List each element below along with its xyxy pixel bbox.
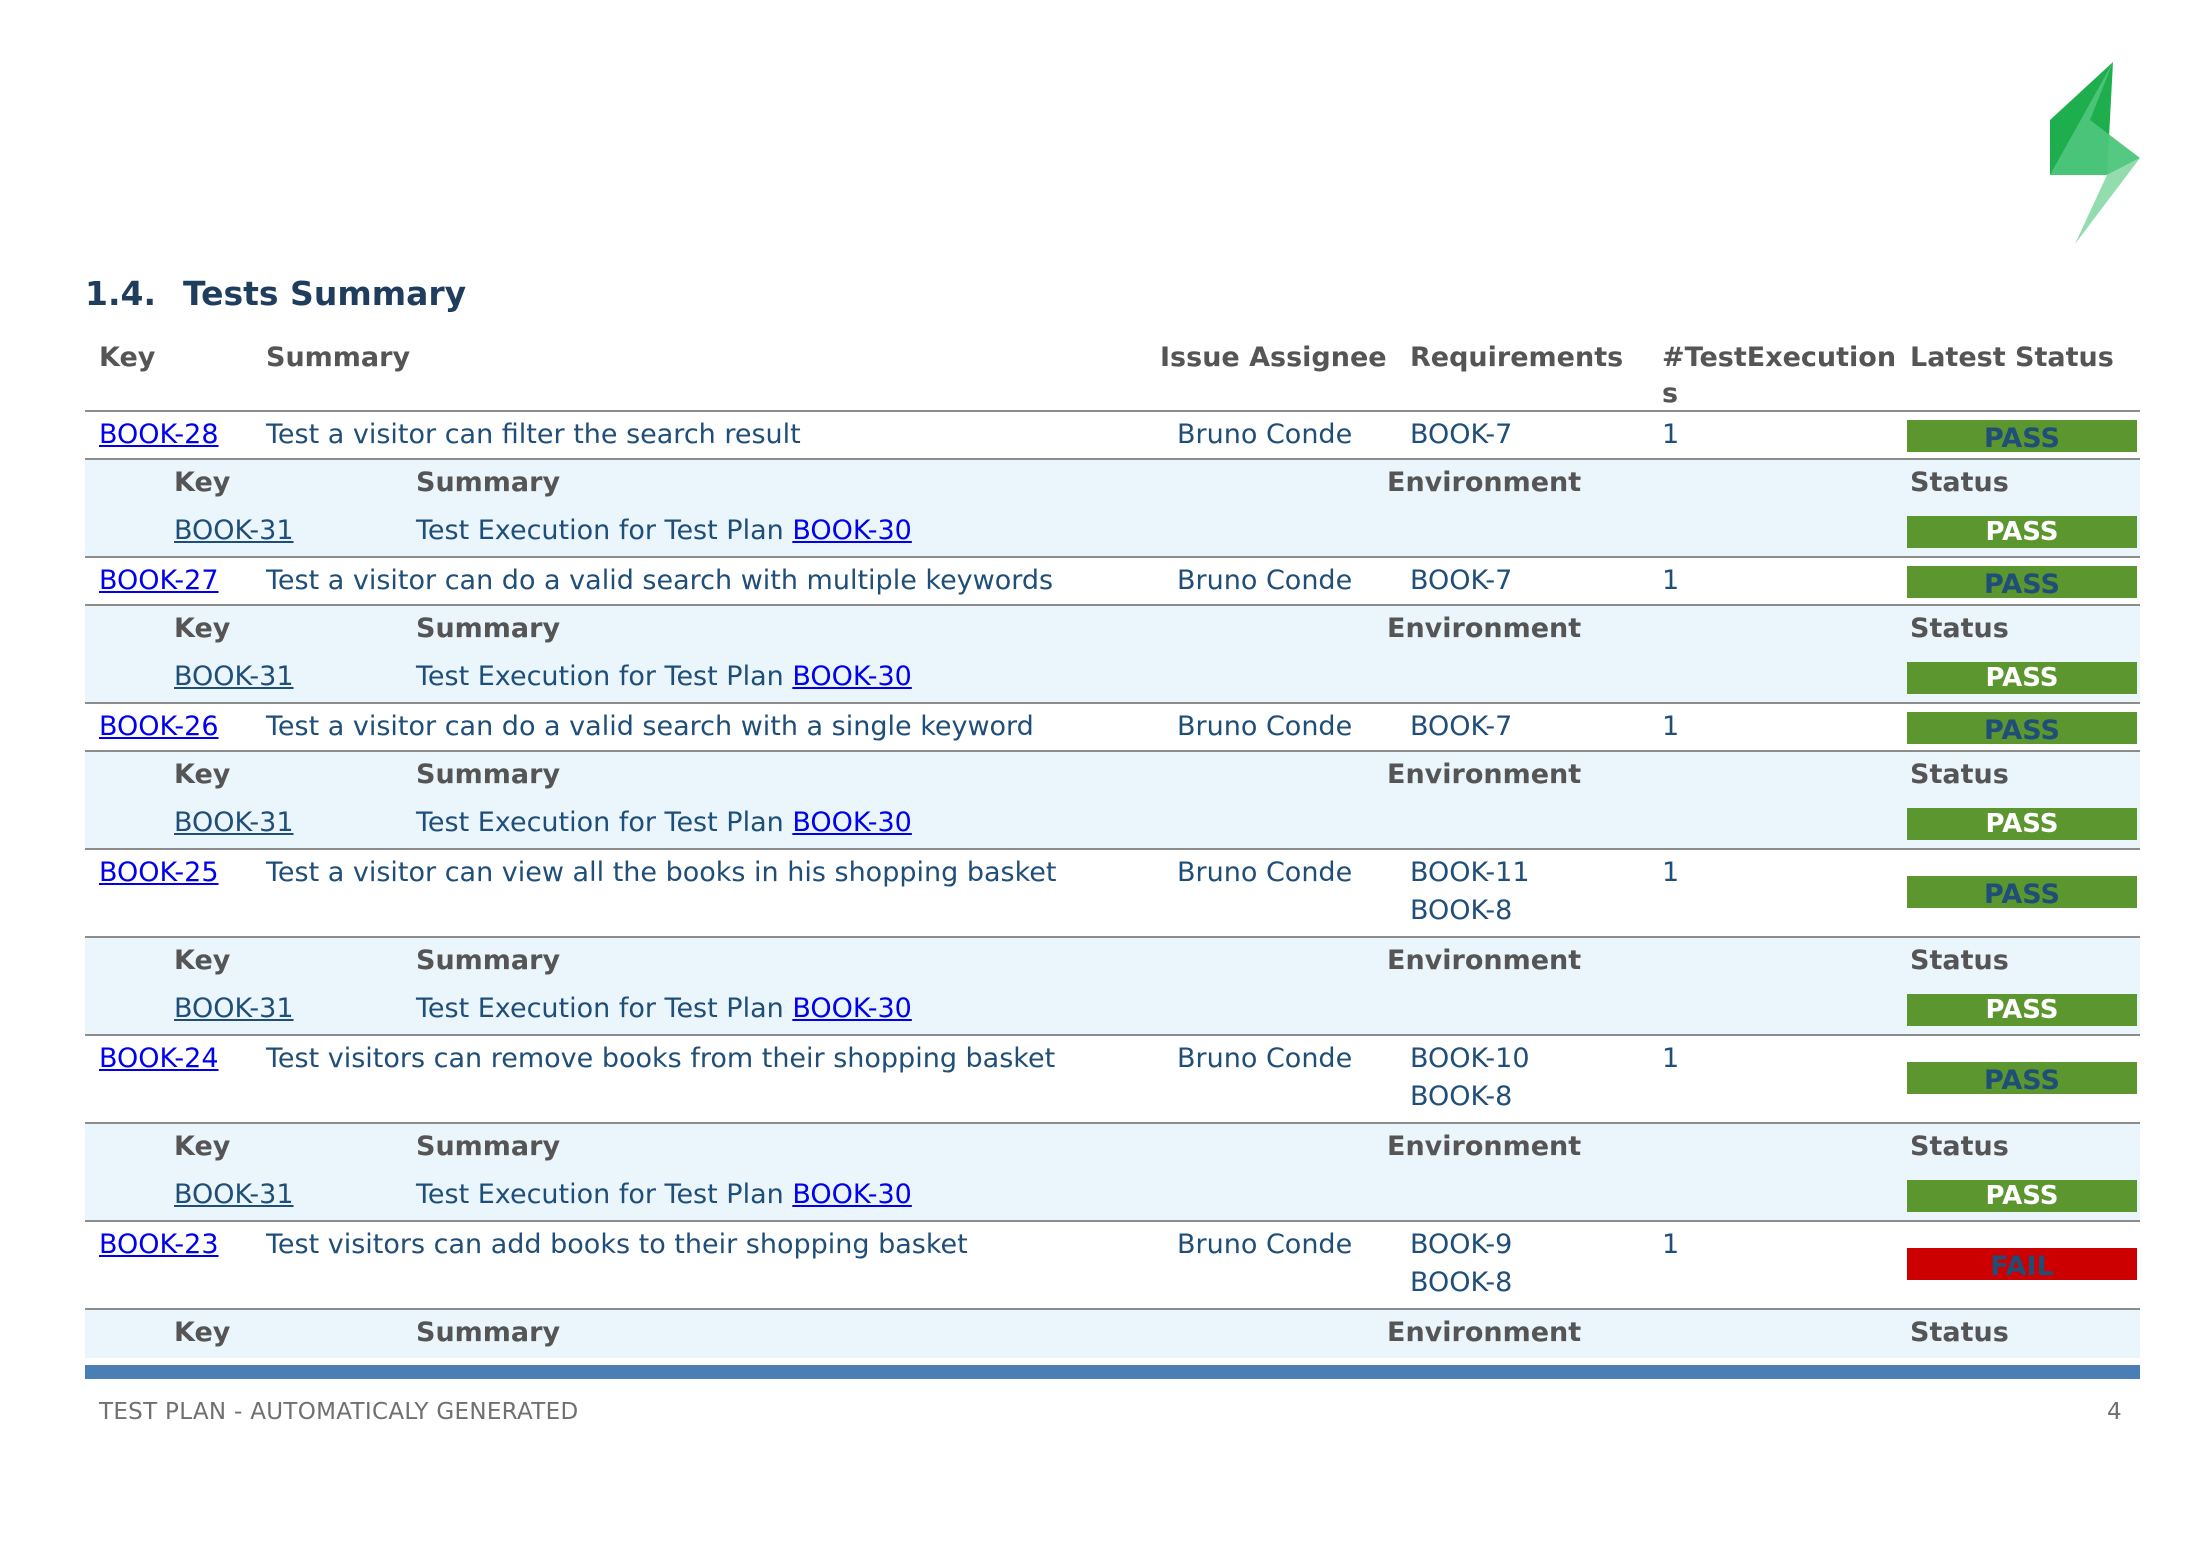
test-assignee: Bruno Conde — [1177, 711, 1353, 742]
status-badge: PASS — [1907, 1062, 2137, 1094]
test-requirements — [1410, 854, 1530, 930]
requirement-item: BOOK-7 — [1410, 419, 1513, 450]
sub-col-status: Status — [1910, 1317, 2009, 1348]
execution-status-badge: PASS — [1907, 516, 2137, 548]
table-header — [85, 330, 2140, 412]
sub-col-environment: Environment — [1387, 1317, 1582, 1348]
test-requirements — [1410, 1226, 1512, 1302]
col-summary: Summary — [266, 342, 411, 373]
execution-summary — [416, 1176, 912, 1214]
test-summary: Test a visitor can view all the books in his shopping basket — [266, 857, 1057, 888]
sub-col-summary: Summary — [416, 1317, 561, 1348]
test-key-link[interactable]: BOOK-25 — [99, 857, 219, 888]
test-row — [85, 1036, 2140, 1124]
execution-status-badge: PASS — [1907, 808, 2137, 840]
test-plan-link[interactable]: BOOK-30 — [792, 661, 912, 692]
execution-summary — [416, 512, 912, 550]
sub-col-environment: Environment — [1387, 759, 1582, 790]
requirement-item: BOOK-7 — [1410, 565, 1513, 596]
test-summary: Test a visitor can filter the search result — [266, 419, 801, 450]
test-summary: Test a visitor can do a valid search with a single keyword — [266, 711, 1034, 742]
execution-summary — [416, 990, 912, 1028]
lightning-bolt-icon — [2050, 62, 2140, 244]
test-executions-count: 1 — [1662, 1229, 1680, 1260]
col-requirements: Requirements — [1410, 342, 1624, 373]
requirement-item: BOOK-8 — [1410, 1081, 1513, 1112]
sub-col-key: Key — [174, 467, 231, 498]
test-summary: Test a visitor can do a valid search with multiple keywords — [266, 565, 1054, 596]
section-number: 1.4. — [85, 274, 156, 313]
test-plan-link[interactable]: BOOK-30 — [792, 1179, 912, 1210]
requirement-item: BOOK-10 — [1410, 1043, 1530, 1074]
test-key-link[interactable]: BOOK-26 — [99, 711, 219, 742]
execution-key-link[interactable]: BOOK-31 — [174, 661, 294, 692]
status-badge: PASS — [1907, 876, 2137, 908]
test-summary: Test visitors can remove books from their shopping basket — [266, 1043, 1056, 1074]
execution-subtable — [85, 1124, 2140, 1222]
test-key-link[interactable]: BOOK-28 — [99, 419, 219, 450]
col-executions — [1662, 340, 1896, 412]
test-assignee: Bruno Conde — [1177, 1043, 1353, 1074]
section-heading — [85, 274, 466, 313]
test-requirements — [1410, 562, 1512, 600]
sub-col-key: Key — [174, 945, 231, 976]
execution-summary-text: Test Execution for Test Plan — [416, 807, 793, 838]
test-plan-link[interactable]: BOOK-30 — [792, 807, 912, 838]
col-key: Key — [99, 342, 156, 373]
sub-col-key: Key — [174, 613, 231, 644]
section-title: Tests Summary — [183, 274, 467, 313]
sub-col-status: Status — [1910, 759, 2009, 790]
test-row — [85, 412, 2140, 460]
test-requirements — [1410, 708, 1512, 746]
sub-col-status: Status — [1910, 945, 2009, 976]
execution-key-link[interactable]: BOOK-31 — [174, 515, 294, 546]
execution-summary — [416, 804, 912, 842]
requirement-item: BOOK-8 — [1410, 895, 1513, 926]
test-requirements — [1410, 1040, 1530, 1116]
execution-key-link[interactable]: BOOK-31 — [174, 993, 294, 1024]
status-badge: PASS — [1907, 712, 2137, 744]
footer-title: TEST PLAN - AUTOMATICALY GENERATED — [99, 1399, 579, 1425]
test-row — [85, 704, 2140, 752]
status-badge: PASS — [1907, 420, 2137, 452]
execution-key-link[interactable]: BOOK-31 — [174, 807, 294, 838]
col-executions-line1: #TestExecution — [1662, 342, 1897, 373]
execution-summary-text: Test Execution for Test Plan — [416, 1179, 793, 1210]
test-key-link[interactable]: BOOK-24 — [99, 1043, 219, 1074]
sub-col-summary: Summary — [416, 1131, 561, 1162]
test-key-link[interactable]: BOOK-27 — [99, 565, 219, 596]
test-key-link[interactable]: BOOK-23 — [99, 1229, 219, 1260]
test-row — [85, 558, 2140, 606]
execution-subtable — [85, 1310, 2140, 1358]
sub-col-summary: Summary — [416, 467, 561, 498]
execution-status-badge: PASS — [1907, 994, 2137, 1026]
test-assignee: Bruno Conde — [1177, 1229, 1353, 1260]
execution-subtable — [85, 606, 2140, 704]
requirement-item: BOOK-9 — [1410, 1229, 1513, 1260]
sub-col-summary: Summary — [416, 759, 561, 790]
sub-col-environment: Environment — [1387, 613, 1582, 644]
tests-summary-table — [85, 330, 2140, 1358]
execution-key-link[interactable]: BOOK-31 — [174, 1179, 294, 1210]
status-badge: FAIL — [1907, 1248, 2137, 1280]
footer-bar — [85, 1365, 2140, 1379]
test-executions-count: 1 — [1662, 565, 1680, 596]
execution-status-badge: PASS — [1907, 662, 2137, 694]
page-number: 4 — [2107, 1399, 2122, 1425]
test-row — [85, 850, 2140, 938]
test-row — [85, 1222, 2140, 1310]
test-executions-count: 1 — [1662, 711, 1680, 742]
execution-subtable — [85, 460, 2140, 558]
sub-col-status: Status — [1910, 467, 2009, 498]
test-requirements — [1410, 416, 1512, 454]
sub-col-summary: Summary — [416, 613, 561, 644]
test-executions-count: 1 — [1662, 419, 1680, 450]
execution-summary — [416, 658, 912, 696]
sub-col-environment: Environment — [1387, 945, 1582, 976]
sub-col-key: Key — [174, 1131, 231, 1162]
test-plan-link[interactable]: BOOK-30 — [792, 993, 912, 1024]
test-summary: Test visitors can add books to their shopping basket — [266, 1229, 968, 1260]
sub-col-status: Status — [1910, 1131, 2009, 1162]
sub-col-key: Key — [174, 759, 231, 790]
sub-col-environment: Environment — [1387, 1131, 1582, 1162]
requirement-item: BOOK-7 — [1410, 711, 1513, 742]
sub-col-environment: Environment — [1387, 467, 1582, 498]
requirement-item: BOOK-11 — [1410, 857, 1530, 888]
execution-summary-text: Test Execution for Test Plan — [416, 515, 793, 546]
test-assignee: Bruno Conde — [1177, 419, 1353, 450]
test-assignee: Bruno Conde — [1177, 857, 1353, 888]
test-executions-count: 1 — [1662, 1043, 1680, 1074]
sub-col-summary: Summary — [416, 945, 561, 976]
execution-subtable — [85, 938, 2140, 1036]
sub-col-key: Key — [174, 1317, 231, 1348]
execution-summary-text: Test Execution for Test Plan — [416, 661, 793, 692]
col-assignee: Issue Assignee — [1160, 342, 1387, 373]
execution-summary-text: Test Execution for Test Plan — [416, 993, 793, 1024]
test-assignee: Bruno Conde — [1177, 565, 1353, 596]
test-plan-link[interactable]: BOOK-30 — [792, 515, 912, 546]
table-body — [85, 412, 2140, 1358]
status-badge: PASS — [1907, 566, 2137, 598]
test-executions-count: 1 — [1662, 857, 1680, 888]
requirement-item: BOOK-8 — [1410, 1267, 1513, 1298]
sub-col-status: Status — [1910, 613, 2009, 644]
execution-subtable — [85, 752, 2140, 850]
col-executions-line2: s — [1662, 378, 1679, 409]
col-latest-status: Latest Status — [1910, 342, 2114, 373]
execution-status-badge: PASS — [1907, 1180, 2137, 1212]
